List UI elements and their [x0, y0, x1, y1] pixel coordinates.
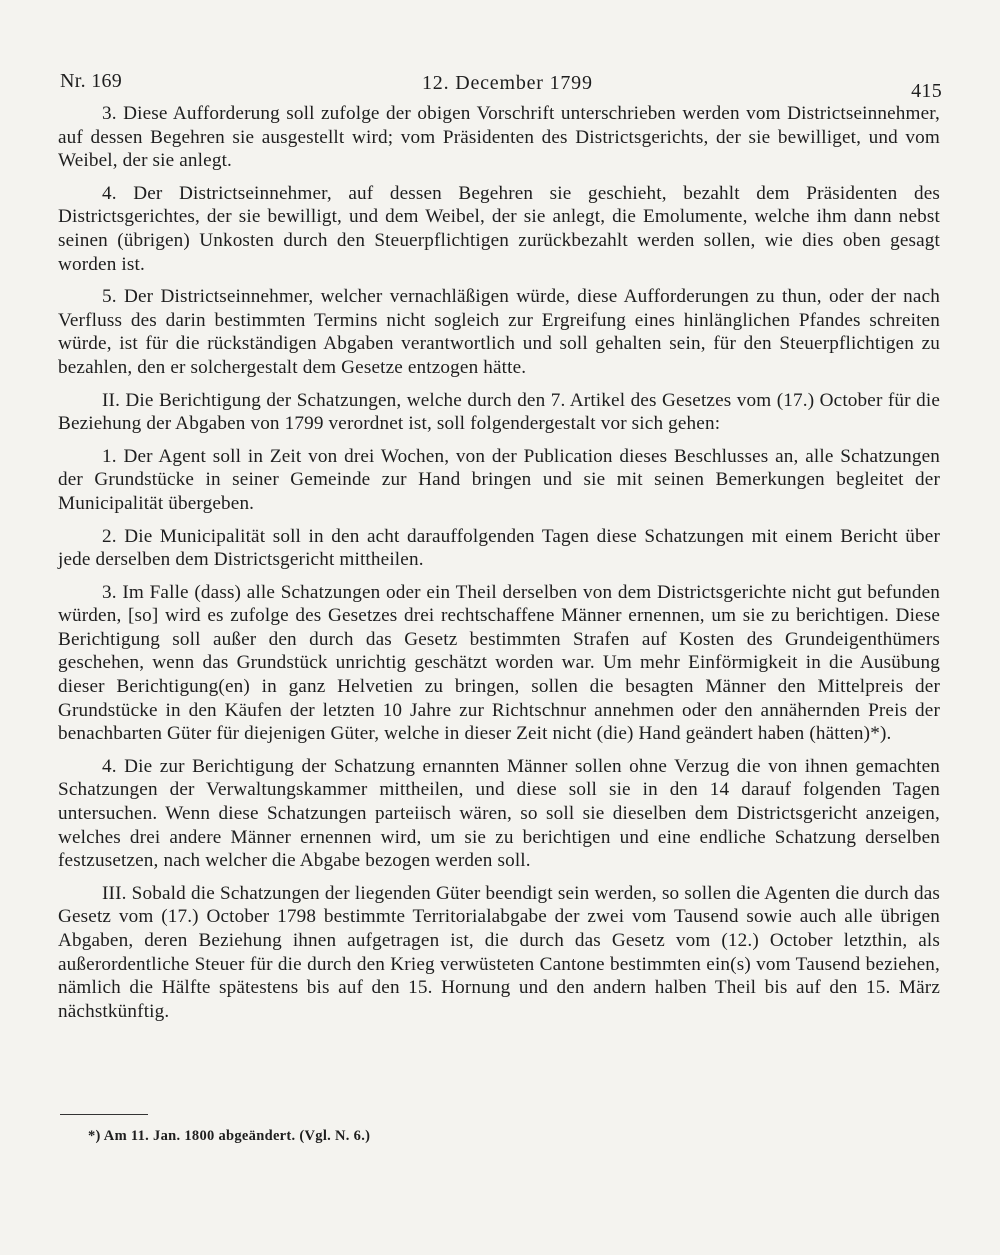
- document-number: Nr. 169: [60, 70, 123, 92]
- header-date: 12. December 1799: [422, 72, 593, 94]
- paragraph: II. Die Berichtigung der Schatzungen, welche durch den 7. Artikel des Gesetzes vom (17.) October für die Beziehung der Abgaben von 1799 verordnet ist, soll folgendergestalt vor sich gehen:: [58, 389, 940, 435]
- page-number: 415: [911, 80, 942, 102]
- page-header: [60, 62, 942, 102]
- paragraph: 1. Der Agent soll in Zeit von drei Wochen, von der Publication dieses Beschlusses an, alle Schatzungen der Grundstücke in seiner Gemeinde zur Hand bringen und sie mit seinen Bemerkungen begleitet der Municipalität übergeben.: [58, 445, 940, 514]
- paragraph: 4. Der Districtseinnehmer, auf dessen Begehren sie geschieht, bezahlt dem Präsidenten des Districtsgerichtes, der sie bewilligt, und dem Weibel, der sie anlegt, die Emolumente, welche ihm dann nebst seinen (übrigen) Unkosten durch den Steuerpflichtigen zurückbezahlt werden sollen, wie dies oben gesagt worden ist.: [58, 182, 940, 275]
- paragraph: 2. Die Municipalität soll in den acht darauffolgenden Tagen diese Schatzungen mit einem Bericht über jede derselben dem Districtsgericht mittheilen.: [58, 525, 940, 571]
- paragraph: 4. Die zur Berichtigung der Schatzung ernannten Männer sollen ohne Verzug die von ihnen gemachten Schatzungen der Verwaltungskammer mittheilen, und diese soll sie in den 14 darauf folgenden Tagen untersuchen. Wenn diese Schatzungen parteiisch wären, so soll sie dieselben dem Districtsgericht anzeigen, welches drei andere Männer ernennen wird, um sie zu berichtigen und eine endliche Schatzung derselben festzusetzen, nach welcher die Abgabe bezogen werden soll.: [58, 755, 940, 872]
- paragraph: III. Sobald die Schatzungen der liegenden Güter beendigt sein werden, so sollen die Agenten die durch das Gesetz vom (17.) October 1798 bestimmte Territorialabgabe der zwei vom Tausend sowie auch alle übrigen Abgaben, deren Beziehung ihnen aufgetragen ist, die durch das Gesetz vom (12.) October letzthin, als außerordentliche Steuer für die durch den Krieg verwüsteten Cantone bestimmten ein(s) vom Tausend beziehen, nämlich die Hälfte spätestens bis auf den 15. Hornung und den andern halben Theil bis auf den 15. März nächstkünftig.: [58, 882, 940, 1022]
- paragraph: 5. Der Districtseinnehmer, welcher vernachläßigen würde, diese Aufforderungen zu thun, oder der nach Verfluss des darin bestimmten Termins nicht sogleich zur Ergreifung eines hinlänglichen Pfandes schreiten würde, ist für die rückständigen Abgaben verantwortlich und soll gehalten sein, für den Steuerpflichtigen zu bezahlen, den er solchergestalt dem Gesetze entzogen hätte.: [58, 286, 940, 378]
- body-text: [58, 102, 940, 1032]
- footnote: *) Am 11. Jan. 1800 abgeändert. (Vgl. N. 6.): [88, 1128, 371, 1144]
- paragraph: 3. Diese Aufforderung soll zufolge der obigen Vorschrift unterschrieben werden vom Districtseinnehmer, auf dessen Begehren sie ausgestellt wird; vom Präsidenten des Districtsgerichts, der sie bewilliget, und vom Weibel, der sie anlegt.: [58, 103, 940, 172]
- footnote-divider: [60, 1114, 148, 1115]
- paragraph: 3. Im Falle (dass) alle Schatzungen oder ein Theil derselben von dem Districtsgerichte nicht gut befunden würden, [so] wird es zufolge des Gesetzes drei rechtschaffene Männer ernennen, um sie zu berichtigen. Diese Berichtigung soll außer den durch das Gesetz bestimmten Strafen auf Kosten des Grundeigenthümers geschehen, wenn das Grundstück unrichtig geschätzt worden war. Um mehr Einförmigkeit in die Ausübung dieser Berichtigung(en) in ganz Helvetien zu bringen, sollen die besagten Männer den Mittelpreis der Grundstücke in den Käufen der letzten 10 Jahre zur Richtschnur annehmen oder den annähernden Preis der benachbarten Güter für diejenigen Güter, welche in dieser Zeit nicht (die) Hand geändert haben (hätten)*).: [58, 581, 940, 745]
